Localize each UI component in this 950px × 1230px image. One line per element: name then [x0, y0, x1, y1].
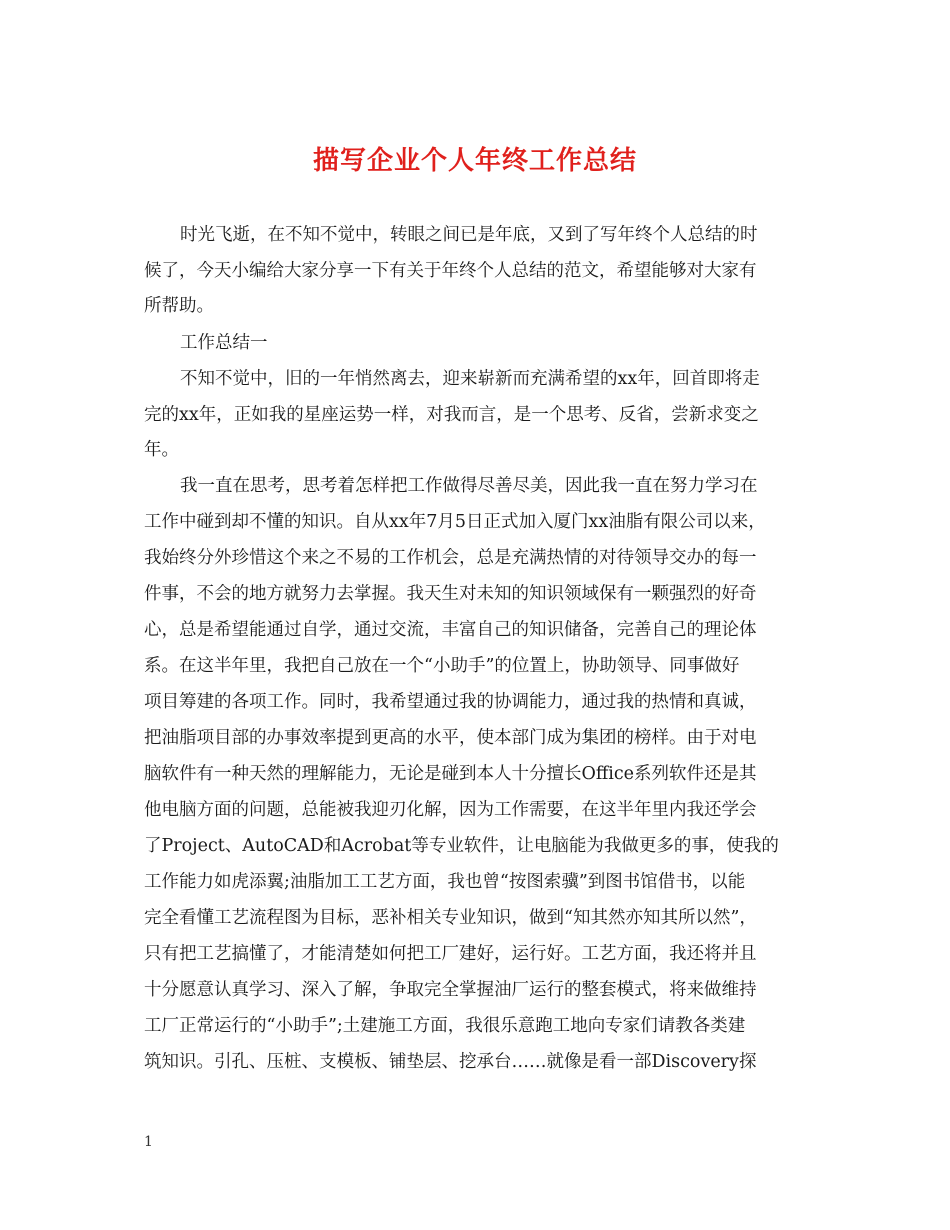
- text-line: 工作能力如虎添翼;油脂加工工艺方面，我也曾“按图索骥”到图书馆借书，以能: [144, 872, 746, 892]
- text-line: 我一直在思考，思考着怎样把工作做得尽善尽美，因此我一直在努力学习在: [180, 476, 758, 496]
- text-line: 把油脂项目部的办事效率提到更高的水平，使本部门成为集团的榜样。由于对电: [144, 728, 757, 748]
- text-line: 年。: [144, 440, 179, 460]
- section-heading: 工作总结一: [180, 333, 268, 353]
- text-line: 系。在这半年里，我把自己放在一个“小助手”的位置上，协助领导、同事做好: [144, 656, 740, 676]
- text-line: 筑知识。引孔、压桩、支模板、铺垫层、挖承台……就像是看一部Discovery探: [144, 1052, 757, 1072]
- text-line: 时光飞逝，在不知不觉中，转眼之间已是年底，又到了写年终个人总结的时: [180, 225, 758, 245]
- text-line: 十分愿意认真学习、深入了解，争取完全掌握油厂运行的整套模式，将来做维持: [144, 980, 757, 1000]
- text-line: 只有把工艺搞懂了，才能清楚如何把工厂建好，运行好。工艺方面，我还将并且: [144, 944, 757, 964]
- text-line: 所帮助。: [144, 296, 214, 316]
- text-line: 我始终分外珍惜这个来之不易的工作机会，总是充满热情的对待领导交办的每一: [144, 548, 757, 568]
- text-line: 心，总是希望能通过自学，通过交流，丰富自己的知识储备，完善自己的理论体: [144, 620, 757, 640]
- document-title: 描写企业个人年终工作总结: [312, 146, 637, 176]
- text-line: 完的xx年，正如我的星座运势一样，对我而言，是一个思考、反省，尝新求变之: [144, 405, 759, 425]
- text-line: 工作中碰到却不懂的知识。自从xx年7月5日正式加入厦门xx油脂有限公司以来，: [144, 512, 766, 532]
- page-number: 1: [144, 1134, 153, 1150]
- text-line: 他电脑方面的问题，总能被我迎刃化解，因为工作需要，在这半年里内我还学会: [144, 800, 757, 820]
- text-line: 工厂正常运行的“小助手”;土建施工方面，我很乐意跑工地向专家们请教各类建: [144, 1016, 746, 1036]
- text-line: 项目筹建的各项工作。同时，我希望通过我的协调能力，通过我的热情和真诚，: [144, 692, 757, 712]
- text-line: 完全看懂工艺流程图为目标，恶补相关专业知识，做到“知其然亦知其所以然”，: [144, 908, 757, 928]
- text-line: 件事，不会的地方就努力去掌握。我天生对未知的知识领域保有一颗强烈的好奇: [144, 584, 757, 604]
- text-line: 脑软件有一种天然的理解能力，无论是碰到本人十分擅长Office系列软件还是其: [144, 764, 757, 784]
- text-line: 了Project、AutoCAD和Acrobat等专业软件，让电脑能为我做更多的事，使我的: [144, 836, 779, 856]
- text-line: 候了，今天小编给大家分享一下有关于年终个人总结的范文，希望能够对大家有: [144, 261, 757, 281]
- text-line: 不知不觉中，旧的一年悄然离去，迎来崭新而充满希望的xx年，回首即将走: [180, 369, 760, 389]
